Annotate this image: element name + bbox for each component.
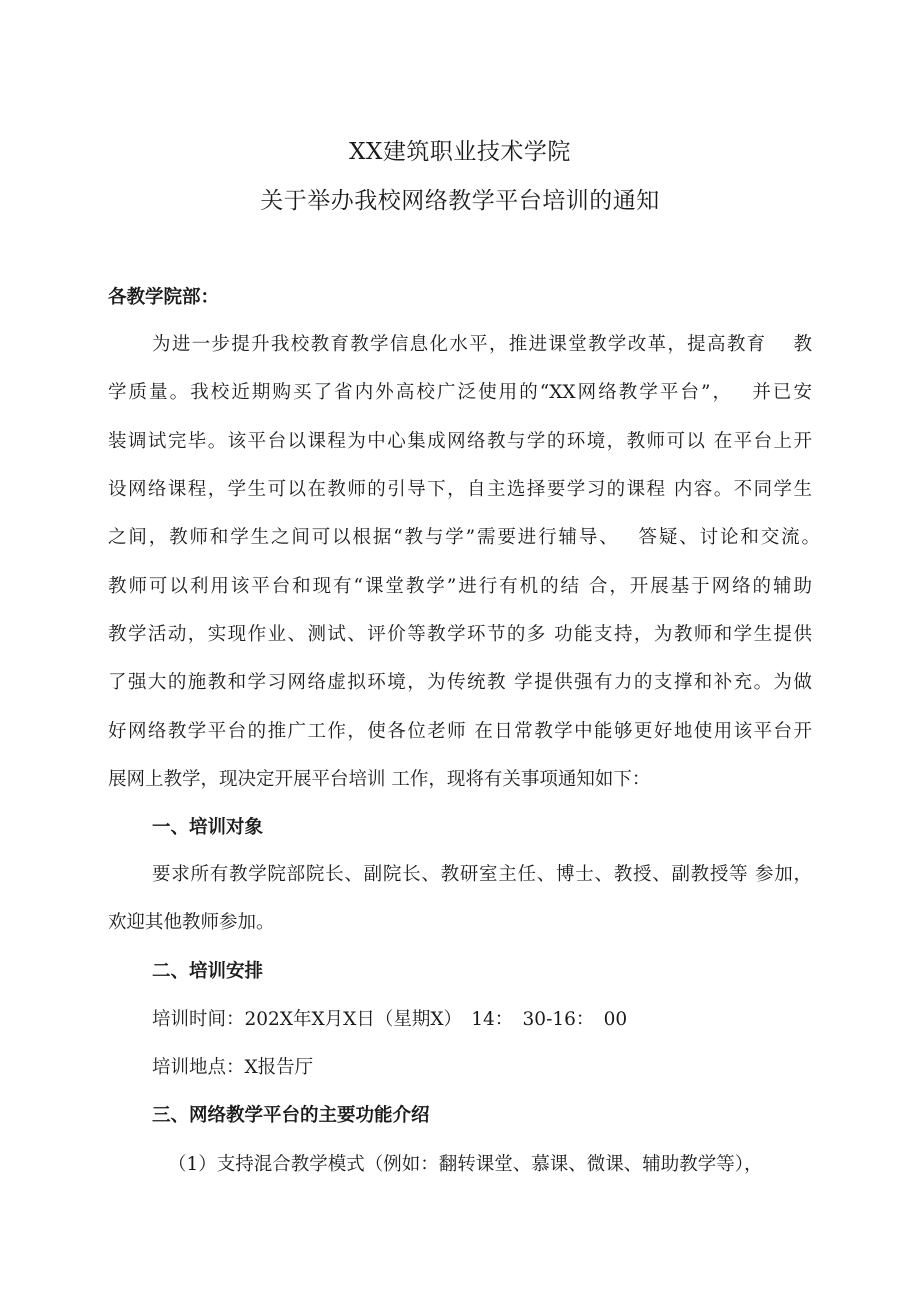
training-time: 培训时间：202X年X月X日（星期X） 14： 30-16： 00 <box>152 1009 628 1030</box>
section-3-heading: 三、网络教学平台的主要功能介绍 <box>152 1105 430 1126</box>
intro-line-3: 装调试完毕。该平台以课程为中心集成网络教与学的环境，教师可以 在平台上开 <box>108 431 812 452</box>
section-1-heading: 一、培训对象 <box>152 817 264 838</box>
intro-line-2: 学质量。我校近期购买了省内外高校广泛使用的“XX网络教学平台”， 并已安 <box>108 382 812 403</box>
document-title-institution: XX建筑职业技术学院 <box>349 139 571 165</box>
section-2-heading: 二、培训安排 <box>152 961 264 982</box>
intro-line-5: 之间，教师和学生之间可以根据“教与学”需要进行辅导、 答疑、讨论和交流。 <box>108 527 820 548</box>
intro-line-7: 教学活动，实现作业、测试、评价等教学环节的多 功能支持，为教师和学生提供 <box>108 624 812 645</box>
intro-line-10: 展网上教学，现决定开展平台培训 工作，现将有关事项通知如下： <box>108 769 651 790</box>
salutation: 各教学院部： <box>108 287 220 308</box>
intro-line-8: 了强大的施教和学习网络虚拟环境，为传统教 学提供强有力的支撑和补充。为做 <box>108 672 812 693</box>
intro-line-6: 教师可以利用该平台和现有“课堂教学”进行有机的结 合，开展基于网络的辅助 <box>108 576 812 597</box>
intro-line-1: 为进一步提升我校教育教学信息化水平，推进课堂教学改革，提高教育 教 <box>152 334 812 355</box>
section-1-line-1: 要求所有教学院部院长、副院长、教研室主任、博士、教授、副教授等 参加， <box>152 864 812 885</box>
section-1-line-2: 欢迎其他教师参加。 <box>108 912 275 933</box>
section-3-item-1: （1）支持混合教学模式（例如：翻转课堂、慕课、微课、辅助教学等）， <box>168 1154 763 1175</box>
intro-line-9: 好网络教学平台的推广工作，使各位老师 在日常教学中能够更好地使用该平台开 <box>108 721 812 742</box>
intro-line-4: 设网络课程，学生可以在教师的引导下，自主选择要学习的课程 内容。不同学生 <box>108 479 812 500</box>
training-place: 培训地点：X报告厅 <box>152 1057 314 1078</box>
document-title-notice: 关于举办我校网络教学平台培训的通知 <box>260 188 660 214</box>
